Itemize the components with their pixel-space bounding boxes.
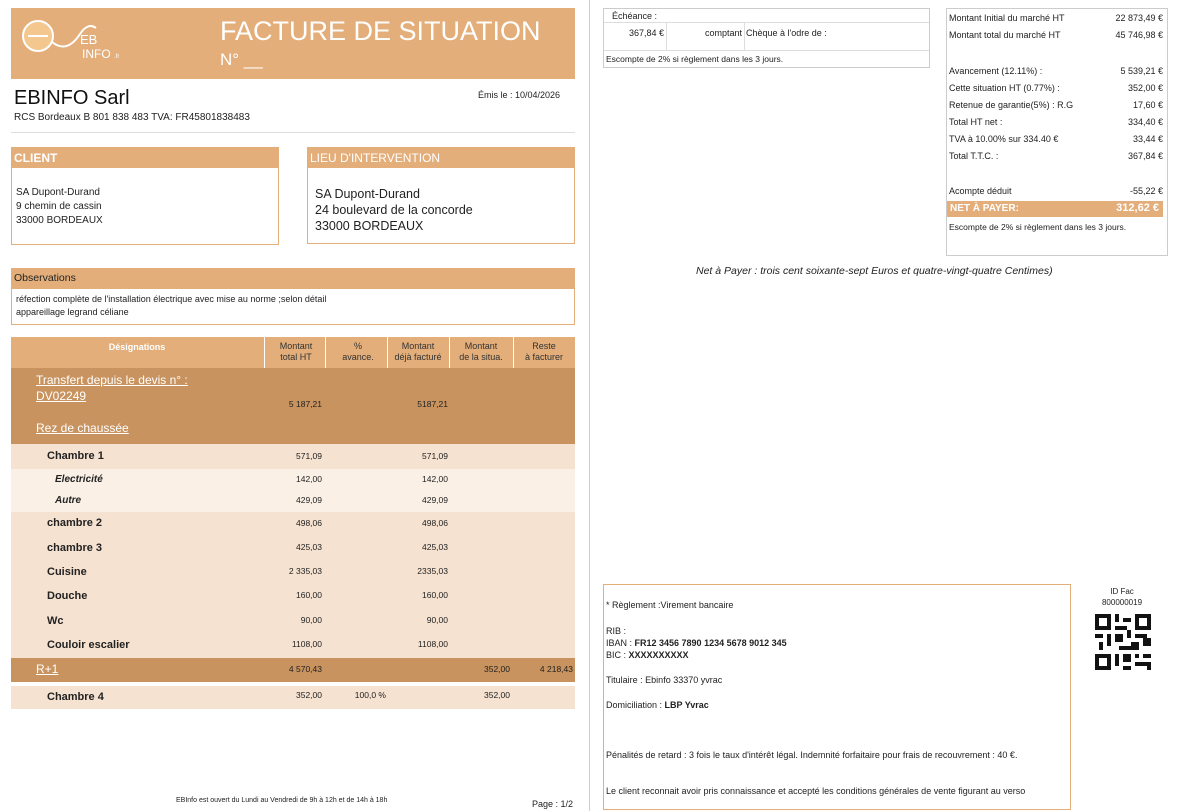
client-line: SA Dupont-Durand xyxy=(16,187,100,198)
row-total: 160,00 xyxy=(296,590,322,600)
row-label: Electricité xyxy=(55,474,103,485)
qr-id: 800000019 xyxy=(1101,598,1143,607)
site-line: 24 boulevard de la concorde xyxy=(315,203,473,217)
col-total: Montant total HT xyxy=(279,341,313,362)
client-line: 9 chemin de cassin xyxy=(16,201,102,212)
row-label: Wc xyxy=(47,615,64,627)
payment-domiciliation: Domiciliation : LBP Yvrac xyxy=(606,700,709,710)
row-rest: 4 218,43 xyxy=(539,664,573,674)
summary-advance: Avancement (12.11%) : 5 539,21 € xyxy=(949,66,1163,76)
site-title: LIEU D'INTERVENTION xyxy=(308,148,574,168)
col-rest: Reste à facturer xyxy=(524,341,564,362)
row-billed: 160,00 xyxy=(422,590,448,600)
row-total: 142,00 xyxy=(296,474,322,484)
due-mode: comptant xyxy=(704,28,742,38)
qr-label: ID Fac xyxy=(1110,587,1134,596)
observations-box xyxy=(11,268,575,325)
site-line: SA Dupont-Durand xyxy=(315,187,420,201)
summary-ttc: Total T.T.C. : 367,84 € xyxy=(949,151,1163,161)
site-line: 33000 BORDEAUX xyxy=(315,219,424,233)
row-total: 2 335,03 xyxy=(288,566,322,576)
payment-iban: IBAN : FR12 3456 7890 1234 5678 9012 345 xyxy=(606,638,787,648)
row-situation: 352,00 xyxy=(484,664,510,674)
qr-code-icon xyxy=(1095,614,1151,670)
payment-penalties: Pénalités de retard : 3 fois le taux d'intérêt légal. Indemnité forfaitaire pour frais de recouvrement : 40 €. xyxy=(606,750,1018,760)
table-header xyxy=(11,337,575,368)
row-label: Chambre 1 xyxy=(47,450,104,462)
separator xyxy=(11,132,575,133)
row-billed: 2335,03 xyxy=(417,566,448,576)
due-cheque: Chèque à l'odre de : xyxy=(746,28,827,38)
payment-box xyxy=(603,584,1071,810)
opening-hours: EBInfo est ouvert du Lundi au Vendredi de 9h à 12h et de 14h à 18h xyxy=(176,797,388,804)
col-percent: % avance. xyxy=(342,341,374,362)
net-to-pay-label: NET À PAYER: xyxy=(950,203,1019,214)
row-total: 90,00 xyxy=(300,615,322,625)
section-title: Rez de chaussée xyxy=(36,421,129,435)
row-billed: 90,00 xyxy=(426,615,448,625)
payment-rib: RIB : xyxy=(606,626,627,636)
row-percent: 100,0 % xyxy=(354,690,386,700)
table-row xyxy=(11,469,575,491)
ebinfo-logo xyxy=(22,14,140,62)
transfer-line-2: DV02249 xyxy=(36,389,87,403)
net-to-pay xyxy=(947,201,1163,217)
table-rows-group xyxy=(11,512,575,658)
table-row xyxy=(11,444,575,469)
row-total: 425,03 xyxy=(296,542,322,552)
summary-tva: TVA à 10.00% sur 334.40 € 33,44 € xyxy=(949,134,1163,144)
row-billed: 498,06 xyxy=(422,518,448,528)
logo-text-small: .fr xyxy=(114,54,120,60)
payment-conditions: Le client reconnait avoir pris connaissance et accepté les conditions générales de vente figurant au verso xyxy=(606,786,1026,796)
client-line: 33000 BORDEAUX xyxy=(16,215,103,226)
table-row xyxy=(11,686,575,709)
row-situation: 352,00 xyxy=(484,690,510,700)
logo-text-bottom: INFO xyxy=(82,47,111,61)
row-label: chambre 2 xyxy=(47,517,103,529)
client-box xyxy=(11,147,279,245)
row-label: Autre xyxy=(55,495,82,506)
net-to-pay-value: 312,62 € xyxy=(1116,202,1159,214)
row-billed: 571,09 xyxy=(422,451,448,461)
observations-line: appareillage legrand céliane xyxy=(16,307,129,317)
table-row-transfer xyxy=(11,368,575,444)
due-discount: Escompte de 2% si règlement dans les 3 jours. xyxy=(606,54,784,64)
due-box xyxy=(603,8,930,68)
client-title: CLIENT xyxy=(12,148,278,168)
col-billed: Montant déjà facturé xyxy=(394,341,442,362)
summary-situation: Cette situation HT (0.77%) : 352,00 € xyxy=(949,83,1163,93)
row-billed: 425,03 xyxy=(422,542,448,552)
row-label: Couloir escalier xyxy=(47,639,130,651)
row-total: 4 570,43 xyxy=(288,664,322,674)
observations-title: Observations xyxy=(12,269,574,289)
site-box xyxy=(307,147,575,244)
row-billed: 1108,00 xyxy=(417,639,448,649)
table-row xyxy=(11,491,575,512)
col-situation: Montant de la situa. xyxy=(459,341,503,362)
due-amount: 367,84 € xyxy=(628,28,664,38)
observations-line: réfection complète de l'installation électrique avec mise au norme ;selon détail xyxy=(16,294,327,304)
summary-box xyxy=(946,8,1168,256)
row-label: Chambre 4 xyxy=(47,691,104,703)
row-total: 1108,00 xyxy=(291,639,322,649)
row-total: 352,00 xyxy=(296,690,322,700)
row-total: 429,09 xyxy=(296,495,322,505)
summary-discount: Escompte de 2% si règlement dans les 3 jours. xyxy=(949,222,1127,232)
company-name: EBINFO Sarl xyxy=(14,87,130,109)
summary-net-ht: Total HT net : 334,40 € xyxy=(949,117,1163,127)
transfer-line-1: Transfert depuis le devis n° : xyxy=(36,373,188,387)
payment-bic: BIC : XXXXXXXXXX xyxy=(606,650,689,660)
table-row-section xyxy=(11,658,575,682)
payment-method: * Règlement :Virement bancaire xyxy=(606,600,734,610)
amount-in-words: Net à Payer : trois cent soixante-sept Euros et quatre-vingt-quatre Centimes) xyxy=(696,265,1053,277)
section-title: R+1 xyxy=(36,662,59,676)
transfer-total: 5 187,21 xyxy=(288,399,322,409)
col-designation: Désignations xyxy=(108,342,166,352)
row-label: Cuisine xyxy=(47,566,87,578)
row-total: 498,06 xyxy=(296,518,322,528)
row-billed: 429,09 xyxy=(422,495,448,505)
row-label: Douche xyxy=(47,590,88,602)
summary-initial: Montant Initial du marché HT 22 873,49 € xyxy=(949,13,1163,23)
transfer-billed: 5187,21 xyxy=(417,399,448,409)
summary-total: Montant total du marché HT 45 746,98 € xyxy=(949,30,1163,40)
row-billed: 142,00 xyxy=(422,474,448,484)
summary-deposit: Acompte déduit -55,22 € xyxy=(949,186,1163,196)
company-rcs: RCS Bordeaux B 801 838 483 TVA: FR45801838483 xyxy=(14,112,250,123)
page-number: Page : 1/2 xyxy=(532,799,574,809)
logo-text-top: EB xyxy=(80,32,98,47)
payment-holder: Titulaire : Ebinfo 33370 yvrac xyxy=(606,675,723,685)
document-number: N° __ xyxy=(220,50,263,69)
page-divider xyxy=(589,0,590,811)
row-label: chambre 3 xyxy=(47,542,103,554)
document-title: FACTURE DE SITUATION xyxy=(220,16,541,46)
due-title: Échéance : xyxy=(612,11,658,21)
summary-guarantee: Retenue de garantie(5%) : R.G 17,60 € xyxy=(949,100,1163,110)
row-total: 571,09 xyxy=(296,451,322,461)
emit-date: Émis le : 10/04/2026 xyxy=(478,90,561,100)
